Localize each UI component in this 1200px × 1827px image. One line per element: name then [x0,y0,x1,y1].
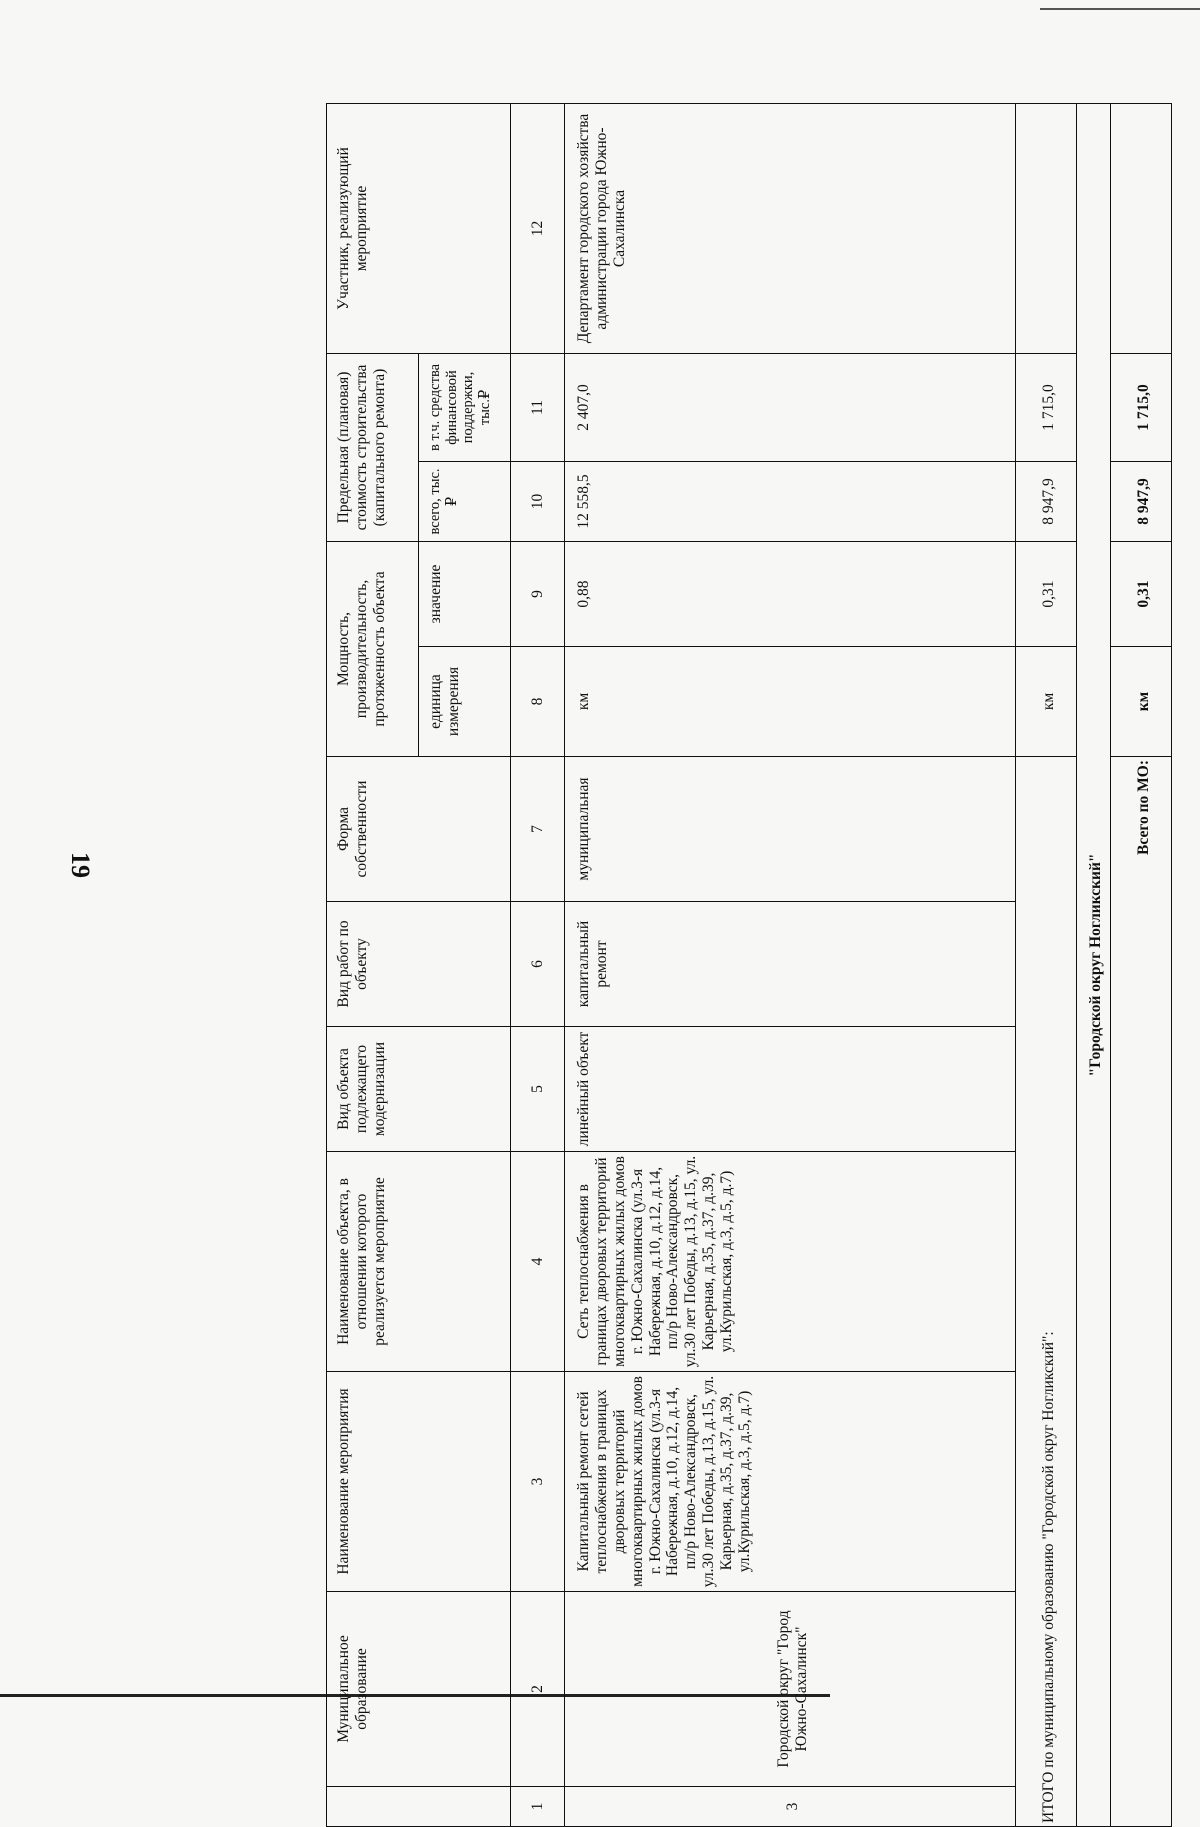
vsego-unit: км [1110,647,1171,757]
row-work-type: капитальный ремонт [565,902,1015,1027]
column-number: 10 [511,461,565,541]
row-support: 2 407,0 [565,353,1015,461]
itogo-value: 0,31 [1015,541,1076,646]
scan-edge-line [1040,8,1200,10]
measures-table [326,103,1172,1827]
vsego-empty [1110,103,1171,353]
column-number: 6 [511,902,565,1027]
header-value: значение [419,541,511,646]
column-number: 11 [511,353,565,461]
header-work-type: Вид работ по объекту [327,902,511,1027]
header-col1 [327,1787,511,1827]
column-number: 9 [511,541,565,646]
section-row [1076,103,1110,1826]
column-number: 8 [511,647,565,757]
header-total: всего, тыс.₽ [419,461,511,541]
vsego-label: Всего по МО: [1110,757,1171,1827]
program-table [326,104,1172,1827]
vsego-total: 8 947,9 [1110,461,1171,541]
header-ownership: Форма собственности [327,757,511,902]
row-value: 0,88 [565,541,1015,646]
row-total: 12 558,5 [565,461,1015,541]
itogo-row [1015,103,1076,1826]
header-measure: Наименование мероприятия [327,1372,511,1592]
itogo-unit: км [1015,647,1076,757]
vsego-support: 1 715,0 [1110,353,1171,461]
column-number: 3 [511,1372,565,1592]
section-title: "Городской округ Ногликский" [1076,103,1110,1826]
itogo-empty [1015,103,1076,353]
itogo-total: 8 947,9 [1015,461,1076,541]
header-capacity-group: Мощность, производительность, протяженность объекта [327,541,419,756]
vsego-value: 0,31 [1110,541,1171,646]
column-number: 1 [511,1787,565,1827]
row-object: Сеть теплоснабжения в границах дворовых территорий многоквартирных жилых домов г. Южно-Сахалинска (ул.3-я Набережная, д.10, д.12, д.14, пл/р Ново-Александровск, ул.30 лет Победы, д.13, д.15, ул. Карьерная, д.35, д.37, д.39, ул.Курильская, д.3, д.5, д.7) [565,1152,1015,1372]
row-number: 3 [565,1787,1015,1827]
row-municipality: Городской округ "Город Южно-Сахалинск" [565,1592,1015,1787]
row-participant: Департамент городского хозяйства администрации города Южно-Сахалинска [565,103,1015,353]
row-measure: Капитальный ремонт сетей теплоснабжения в границах дворовых территорий многоквартирных жилых домов г. Южно-Сахалинска (ул.3-я Набережная, д.10, д.12, д.14, пл/р Ново-Александровск, ул.30 лет Победы, д.13, д.15, ул. Карьерная, д.35, д.37, д.39, ул.Курильская, д.3, д.5, д.7) [565,1372,1015,1592]
column-number: 4 [511,1152,565,1372]
column-number: 12 [511,103,565,353]
header-cost-group: Предельная (плановая) стоимость строительства (капитального ремонта) [327,353,419,541]
row-ownership: муниципальная [565,757,1015,902]
header-municipality: Муниципальное образование [327,1592,511,1787]
page-number: 19 [66,852,95,878]
column-number: 2 [511,1592,565,1787]
header-support: в т.ч. средства финансовой поддержки, тыс.₽ [419,353,511,461]
header-object: Наименование объекта, в отношении которого реализуется мероприятие [327,1152,511,1372]
row-unit: км [565,647,1015,757]
table-row [565,103,1015,1826]
row-object-type: линейный объект [565,1027,1015,1152]
header-participant: Участник, реализующий мероприятие [327,103,511,353]
vsego-row [1110,103,1171,1826]
column-number: 5 [511,1027,565,1152]
header-unit: единица измерения [419,647,511,757]
column-number: 7 [511,757,565,902]
itogo-support: 1 715,0 [1015,353,1076,461]
header-object-type: Вид объекта подлежащего модернизации [327,1027,511,1152]
itogo-label: ИТОГО по муниципальному образованию "Городской округ Ногликский": [1015,757,1076,1827]
